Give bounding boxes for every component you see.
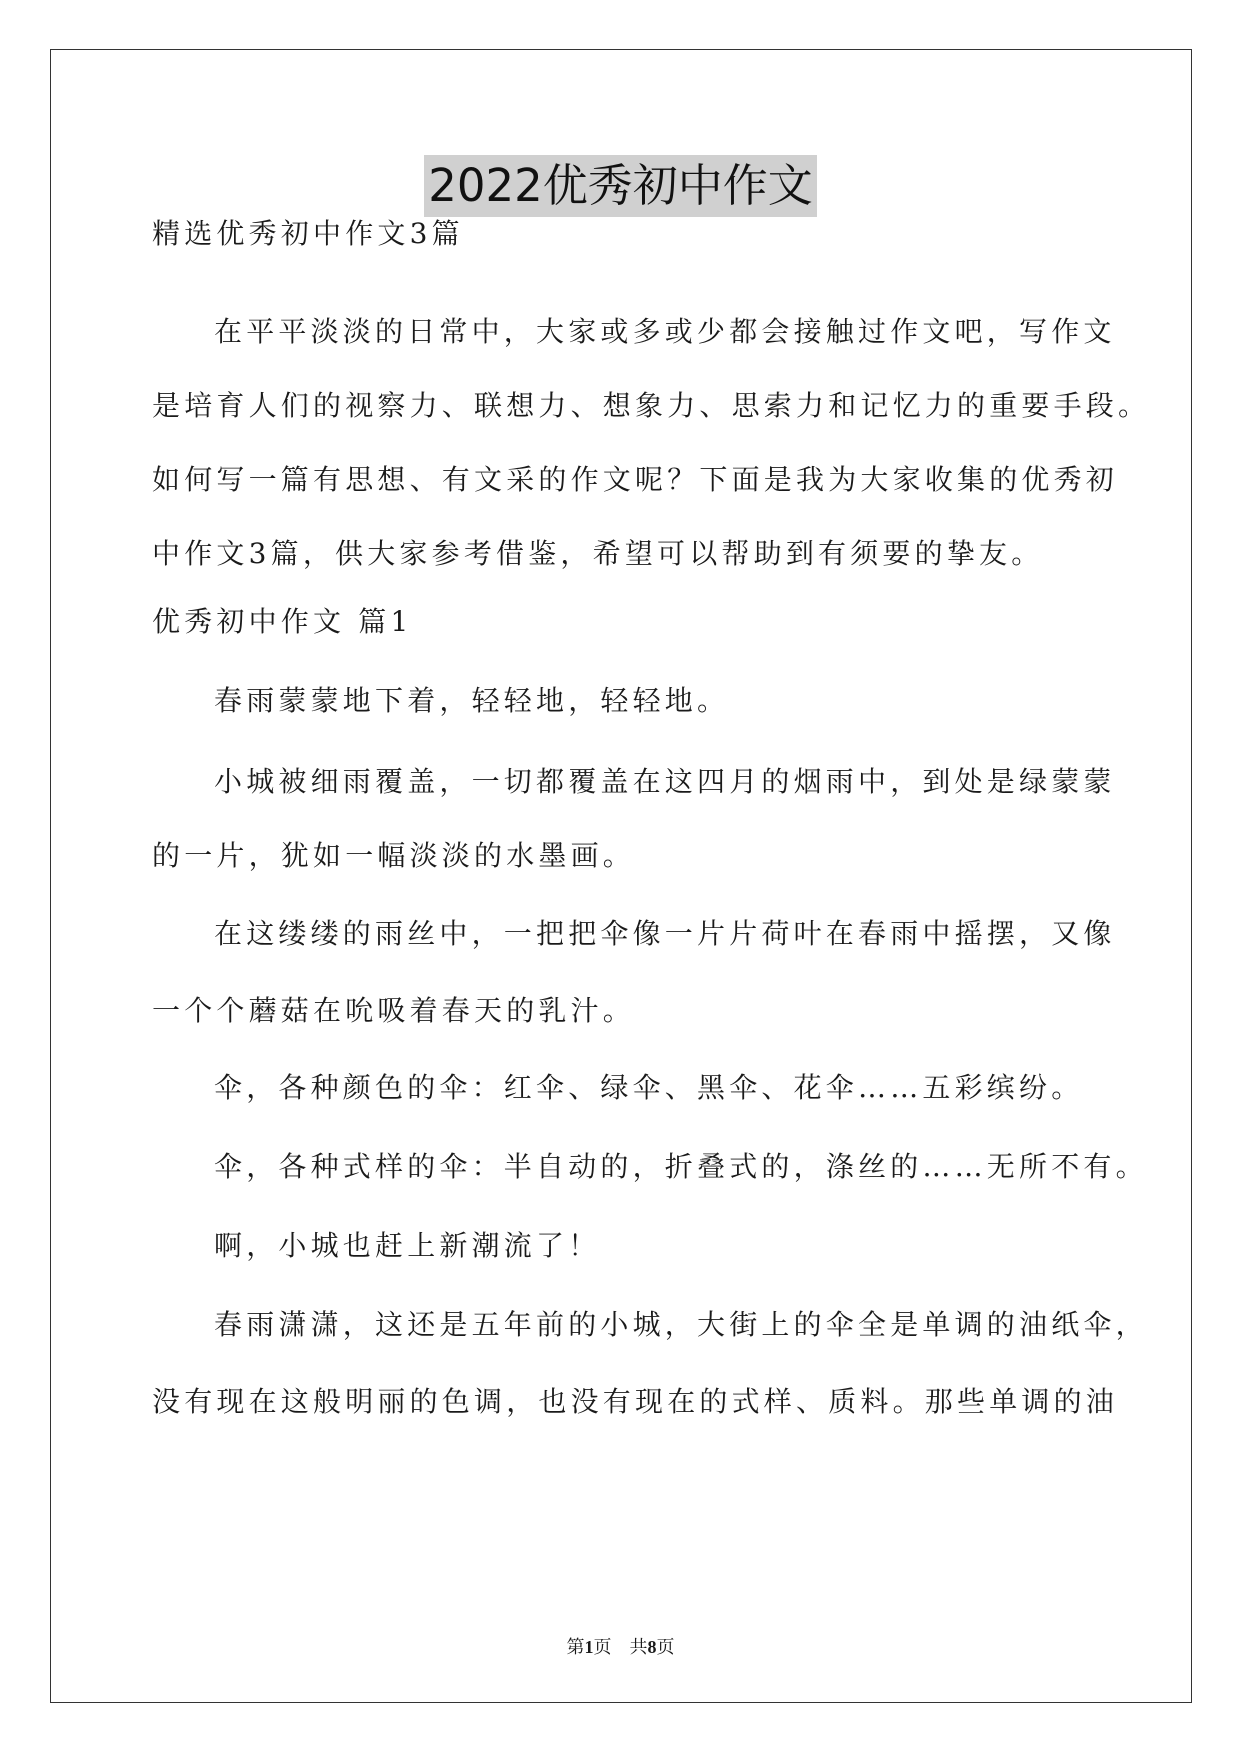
paragraph-line: 在这缕缕的雨丝中，一把把伞像一片片荷叶在春雨中摇摆，又像 xyxy=(214,917,1116,950)
footer-prefix: 第 xyxy=(566,1637,585,1657)
footer-mid: 页 共 xyxy=(593,1637,648,1657)
paragraph-line: 的一片，犹如一幅淡淡的水墨画。 xyxy=(152,839,636,872)
paragraph-line: 小城被细雨覆盖，一切都覆盖在这四月的烟雨中，到处是绿蒙蒙 xyxy=(214,765,1116,798)
paragraph-line: 如何写一篇有思想、有文采的作文呢？下面是我为大家收集的优秀初 xyxy=(152,463,1119,496)
paragraph-line: 伞，各种颜色的伞：红伞、绿伞、黑伞、花伞……五彩缤纷。 xyxy=(214,1071,1084,1104)
current-page-number: 1 xyxy=(584,1637,594,1657)
section-heading: 优秀初中作文 篇1 xyxy=(152,605,413,638)
total-pages-number: 8 xyxy=(647,1637,657,1657)
paragraph-line: 一个个蘑菇在吮吸着春天的乳汁。 xyxy=(152,994,636,1027)
title-container xyxy=(0,155,1241,217)
paragraph-line: 是培育人们的视察力、联想力、想象力、思索力和记忆力的重要手段。 xyxy=(152,389,1151,422)
paragraph-line: 中作文3篇，供大家参考借鉴，希望可以帮助到有须要的挚友。 xyxy=(152,537,1044,570)
document-title: 2022优秀初中作文 xyxy=(424,155,817,217)
paragraph-line: 春雨蒙蒙地下着，轻轻地，轻轻地。 xyxy=(214,684,730,717)
paragraph-line: 伞，各种式样的伞：半自动的，折叠式的，涤丝的……无所不有。 xyxy=(214,1150,1148,1183)
page-footer xyxy=(0,1633,1241,1659)
paragraph-line: 没有现在这般明丽的色调，也没有现在的式样、质料。那些单调的油 xyxy=(152,1385,1119,1418)
paragraph-line: 春雨潇潇，这还是五年前的小城，大街上的伞全是单调的油纸伞， xyxy=(214,1308,1148,1341)
paragraph-line: 啊，小城也赶上新潮流了！ xyxy=(214,1229,601,1262)
subtitle-line: 精选优秀初中作文3篇 xyxy=(152,217,464,250)
footer-suffix: 页 xyxy=(656,1637,675,1657)
page-border xyxy=(50,49,1192,1703)
paragraph-line: 在平平淡淡的日常中，大家或多或少都会接触过作文吧，写作文 xyxy=(214,315,1116,348)
